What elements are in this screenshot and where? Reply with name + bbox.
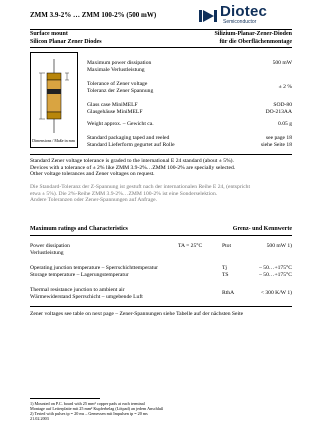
ratings-bottom-rule	[30, 306, 292, 307]
figure-caption: Dimensions / Maße in mm	[32, 138, 75, 143]
spec-power-value: 500 mW	[272, 60, 292, 66]
spec-rule	[30, 154, 292, 155]
rating-storage-symbol: TS	[222, 271, 229, 278]
spec-tolerance-value: ± 2 %	[278, 84, 292, 90]
diode-logo-icon	[198, 7, 220, 25]
logo-subtitle: Semiconductor	[223, 19, 257, 25]
spec-packaging-value	[261, 135, 292, 148]
rating-temperature-symbols	[222, 265, 229, 278]
header-right-en: Silizium-Planar-Zener-Dioden	[214, 31, 292, 37]
rating-thermal-de: Wärmewiderstand Sperrschicht – umgebende Luft	[30, 293, 143, 300]
rating-power-value: 500 mW 1)	[266, 243, 292, 249]
footnote-1: 1) Mounted on P.C. board with 25 mm² copper pads at each terminal	[30, 401, 145, 406]
spec-packaging-en: Standard packaging taped and reeled	[87, 135, 170, 141]
header-left-de: Silicon Planar Zener Diodes	[30, 38, 102, 45]
rating-temperature-label	[30, 265, 158, 278]
rating-temperature-en: Operating junction temperature – Sperrschichttemperatur	[30, 265, 158, 271]
rating-thermal-value: < 300 K/W 1)	[260, 290, 292, 296]
spec-case-de: Glasgehäuse MiniMELF	[87, 108, 143, 115]
spec-case-do: DO-213AA	[265, 108, 292, 115]
spec-case-en: Glass case MiniMELF	[87, 102, 138, 108]
paragraph-de-line: Andere Toleranzen oder Zener-Spannungen auf Anfrage.	[30, 197, 158, 204]
rating-power-en: Power dissipation	[30, 243, 70, 249]
rating-power-label	[30, 243, 70, 256]
footnote-1-de: Montage auf Leiterplatte mit 25 mm² Kupferbelag (Lötpad) an jedem Anschluß	[30, 406, 164, 411]
spec-weight-label: Weight approx. – Gewicht ca.	[87, 121, 154, 127]
paragraph-en-line: Standard Zener voltage tolerance is graded to the international E 24 standard (about ± 5%).	[30, 158, 234, 164]
rating-thermal-label	[30, 287, 143, 300]
rating-temperature-values	[259, 265, 292, 278]
rating-power-symbol: Ptot	[222, 243, 232, 249]
footnote-2: 2) Tested with pulses tp = 20 ms – Gemessen mit Impulsen tp = 20 ms	[30, 411, 148, 416]
header-left	[30, 31, 102, 46]
spec-case-sod: SOD-80	[273, 102, 292, 108]
spec-case-label	[87, 102, 142, 115]
rating-power-condition: TA = 25°C	[178, 243, 203, 249]
ratings-header-en: Maximum ratings and Characteristics	[30, 226, 128, 232]
paragraph-en-line: Devices with a tolerance of ± 2% like ZMM 3.9-2%…ZMM 100-2% are specially selected.	[30, 164, 236, 171]
header-rule-top	[30, 29, 292, 30]
rating-thermal-en: Thermal resistance junction to ambient air	[30, 287, 125, 293]
footnotes	[30, 401, 163, 421]
paragraph-de-line: etwa ± 5%). Die 2%-Reihe ZMM 3.9-2%…ZMM 100-2% ist eine Sonderselektion.	[30, 190, 218, 197]
rating-temperature-value: – 50…+175°C	[259, 265, 292, 271]
header-right-de: für die Oberflächenmontage	[219, 38, 292, 45]
spec-tolerance-en: Tolerance of Zener voltage	[87, 81, 148, 87]
rating-power-de: Verlustleistung	[30, 249, 64, 256]
footnote-rule	[30, 398, 100, 399]
rating-temperature-symbol: Tj	[222, 265, 227, 271]
document-title: ZMM 3.9-2% … ZMM 100-2% (500 mW)	[30, 11, 157, 19]
spec-case-value	[266, 102, 292, 115]
paragraph-de-line: Die Standard-Toleranz der Z-Spannung ist gestuft nach der internationalen Reihe E 24, (entspricht	[30, 184, 251, 190]
rating-temperature-de: Storage temperature – Lagerungstemperatur	[30, 271, 129, 278]
spec-packaging-siehe: siehe Seite 18	[260, 141, 292, 148]
header-rule-bottom	[30, 47, 292, 48]
zener-table-note: Zener voltages see table on next page – Zener-Spannungen siehe Tabelle auf der nächsten Seite	[30, 311, 244, 317]
minimelf-package-drawing	[31, 53, 77, 137]
spec-tolerance-de: Toleranz der Zener Spannung	[87, 87, 154, 94]
rating-thermal-symbol: RthA	[222, 290, 235, 296]
header-right	[214, 31, 292, 46]
spec-power-de: Maximale Verlustleistung	[87, 66, 145, 73]
dimension-drawing	[30, 52, 78, 148]
diotec-logo	[198, 3, 298, 27]
ratings-header-de: Grenz- und Kennwerte	[232, 226, 292, 232]
ratings-rule	[30, 235, 292, 236]
spec-packaging-label	[87, 135, 175, 148]
paragraph-en	[30, 158, 292, 178]
rating-storage-value: – 50…+175°C	[259, 271, 292, 278]
document-date: 21.02.2003	[30, 416, 49, 421]
spec-weight-value: 0.05 g	[278, 121, 292, 127]
paragraph-de	[30, 184, 292, 204]
logo-wordmark: Diotec	[220, 3, 268, 20]
spec-power-label	[87, 60, 151, 73]
spec-tolerance-label	[87, 81, 153, 94]
spec-packaging-de: Standard Lieferform gegurtet auf Rolle	[87, 141, 175, 148]
spec-power-en: Maximum power dissipation	[87, 60, 152, 66]
paragraph-en-line: Other voltage tolerances and Zener voltages on request.	[30, 171, 155, 178]
header-left-en: Surface mount	[30, 31, 68, 37]
spec-packaging-see: see page 18	[265, 135, 292, 141]
